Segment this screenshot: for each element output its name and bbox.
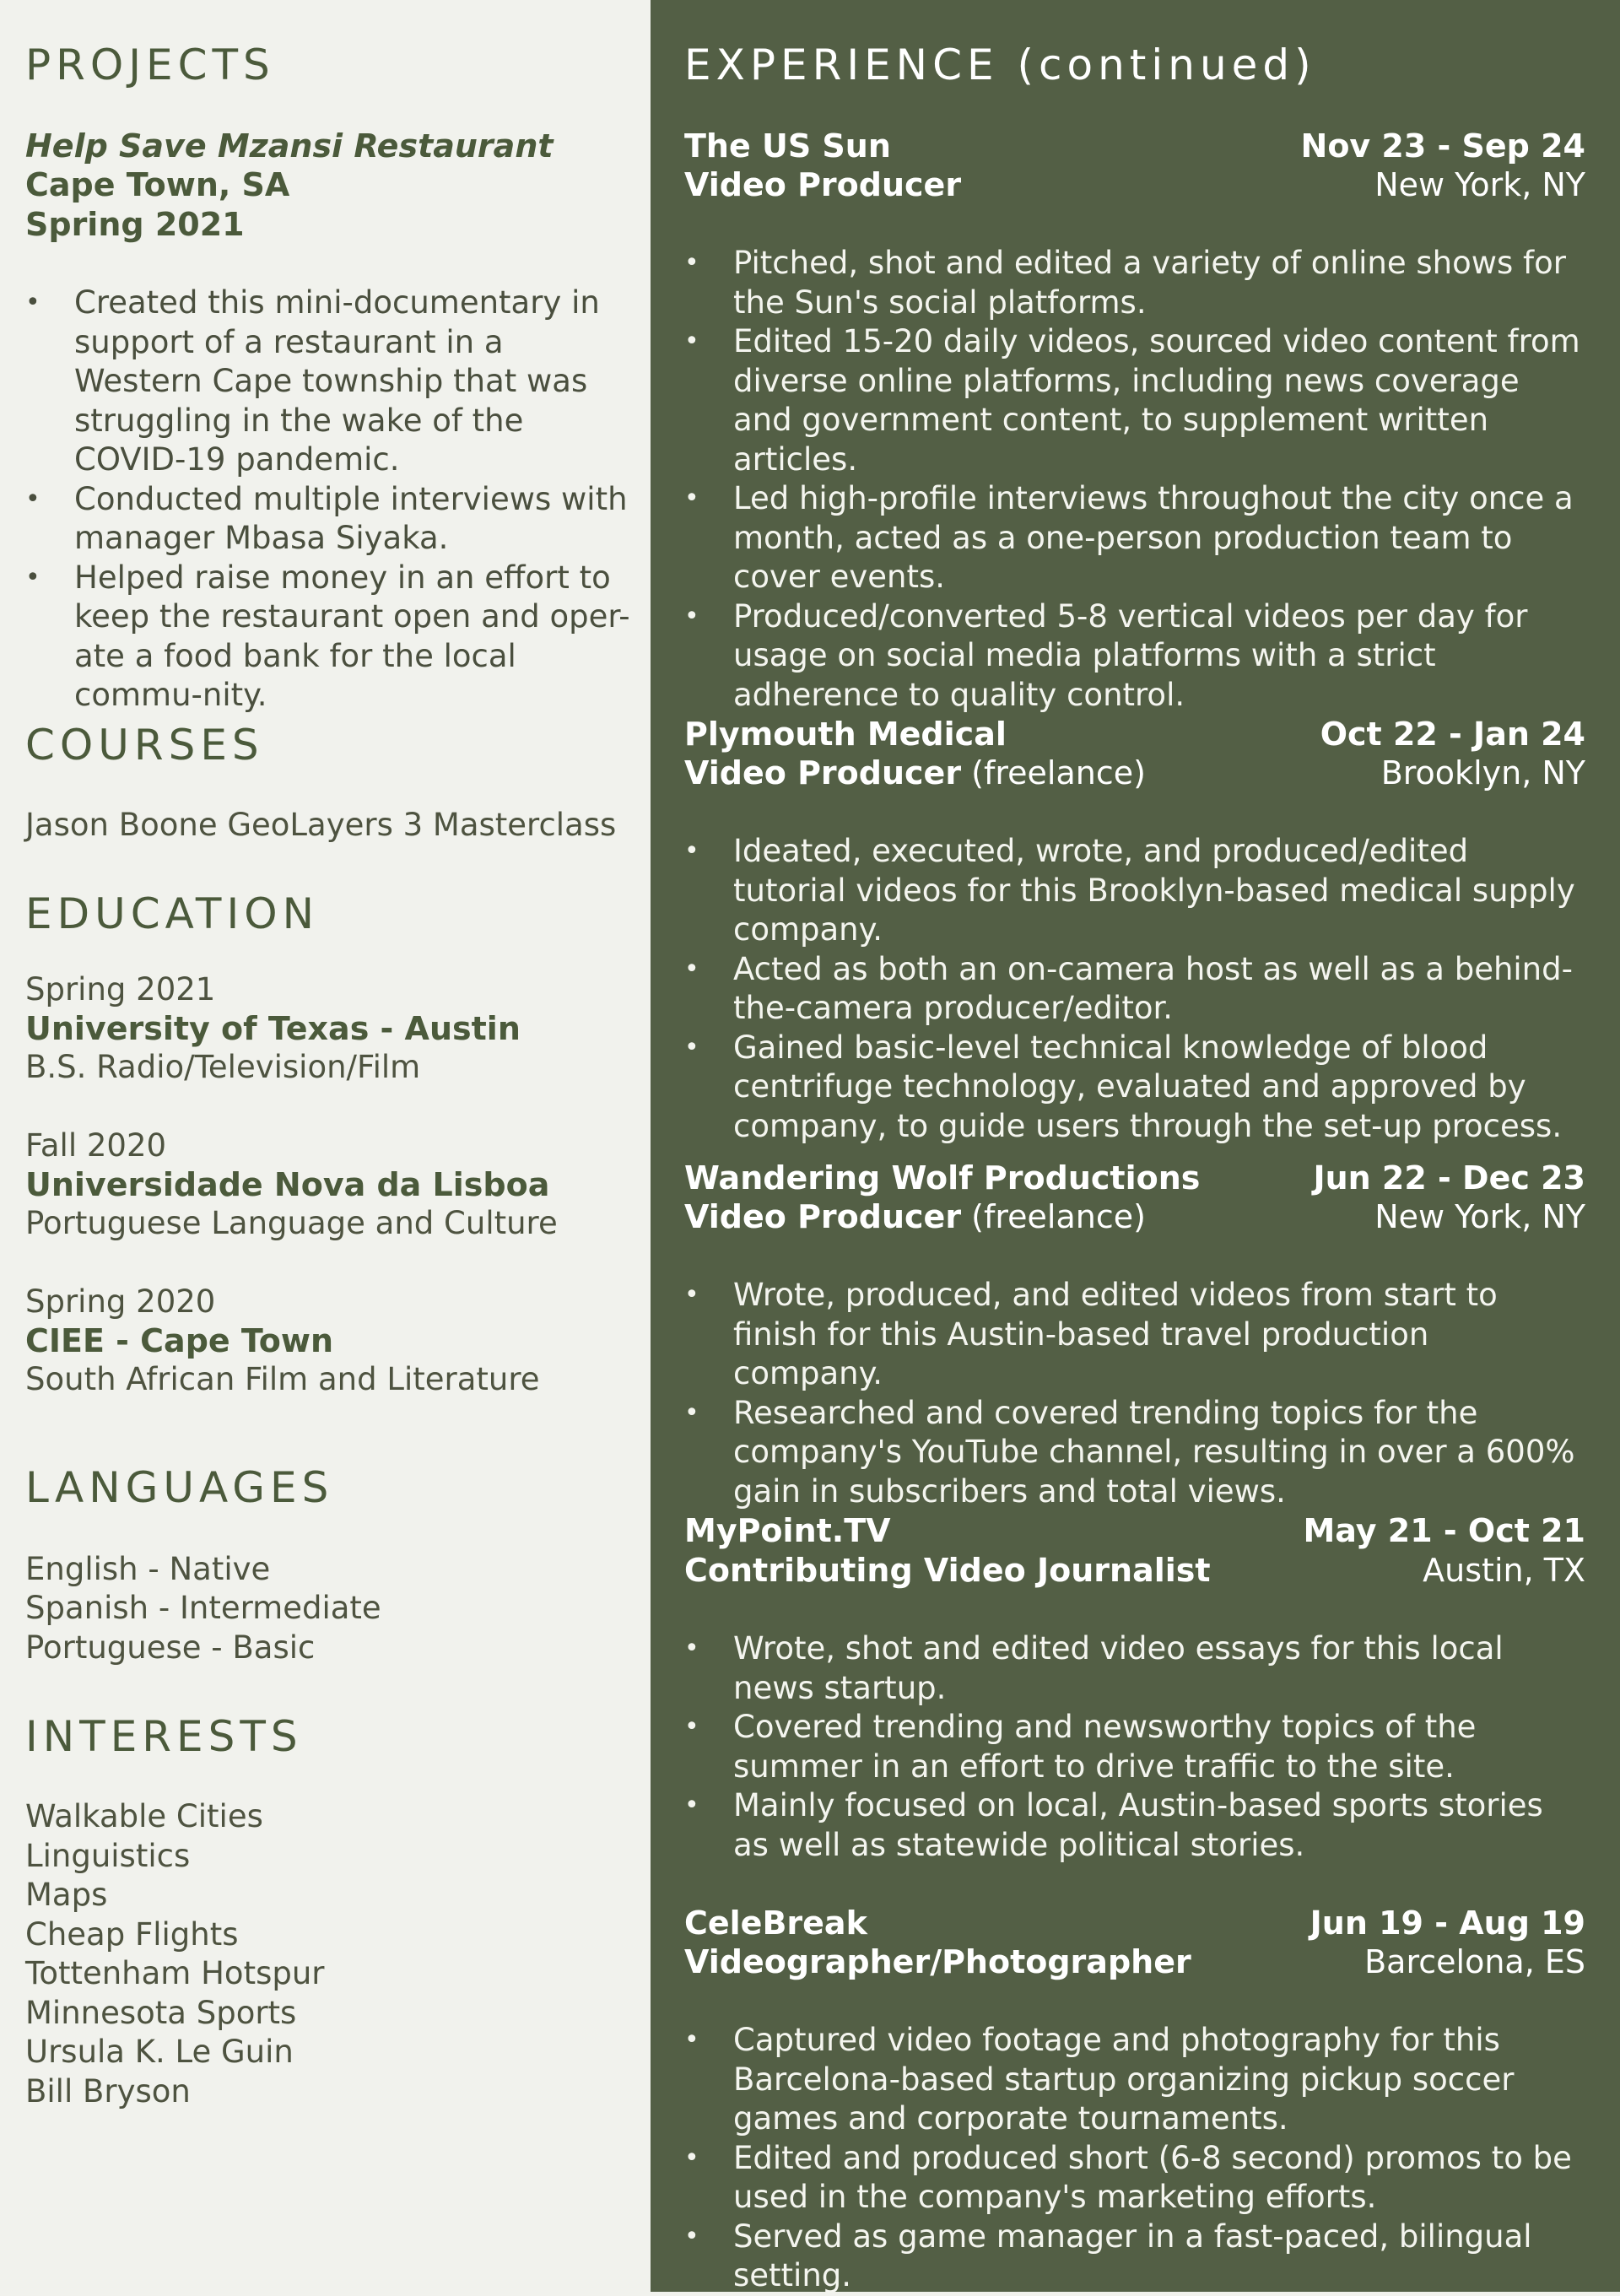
job-company: The US Sun [684,127,891,165]
job-role-note: (freelance) [971,1198,1146,1235]
job-dates: Nov 23 - Sep 24 [1300,127,1585,165]
job-header-row [684,127,1585,166]
experience-heading [684,41,1316,89]
education-school: University of Texas - Austin [25,1010,521,1047]
interest-item: Walkable Cities [25,1798,263,1834]
interest-item: Ursula K. Le Guin [25,2034,294,2070]
job-header-row [684,715,1585,754]
interest-item: Bill Bryson [25,2073,191,2110]
project-bullet: • Created this mini-documentary in support of a restaurant in a Western Cape township that was struggling in the wake of the COVID-19 pandemic. [25,284,633,480]
language-item: Spanish - Intermediate [25,1590,381,1626]
experience-heading-suffix: (continued) [1017,41,1316,89]
job-role: Video Producer [684,1198,962,1235]
job-bullet: • Mainly focused on local, Austin-based sports stories as well as statewide political stories. [684,1786,1585,1865]
job-bullet: • Wrote, shot and edited video essays for this local news startup. [684,1629,1585,1708]
education-program: South African Film and Literature [25,1361,540,1397]
job-subheader-row [684,1197,1585,1237]
job-dates: May 21 - Oct 21 [1303,1512,1585,1549]
language-item: English - Native [25,1551,271,1587]
job-bullets [684,1276,1585,1511]
job-bullet: • Researched and covered trending topics for the company's YouTube channel, resulting in over a 600% gain in subscribers and total views. [684,1394,1585,1512]
project-date: Spring 2021 [25,206,245,243]
job-header-row [684,1511,1585,1551]
job-bullet: • Gained basic-level technical knowledge of blood centrifuge technology, evaluated and approved by company, to guide users through the set-up process. [684,1029,1585,1147]
projects-heading: PROJECTS [25,41,275,89]
job-bullet: • Led high-profile interviews throughout the city once a month, acted as a one-person production team to cover events. [684,479,1585,597]
experience-heading-main: EXPERIENCE [684,41,999,89]
job-role: Video Producer [684,166,962,203]
job-bullet: • Pitched, shot and edited a variety of online shows for the Sun's social platforms. [684,244,1585,322]
job-bullets [684,832,1585,1146]
job-company: MyPoint.TV [684,1512,891,1549]
job-company: CeleBreak [684,1904,867,1942]
interest-item: Cheap Flights [25,1916,239,1953]
project-location: Cape Town, SA [25,166,290,203]
education-school: Universidade Nova da Lisboa [25,1166,550,1203]
project-bullets [25,284,633,716]
job-company: Plymouth Medical [684,716,1007,753]
job-role-note: (freelance) [971,754,1146,791]
interest-item: Minnesota Sports [25,1995,297,2031]
job-bullet: • Wrote, produced, and edited videos from start to finish for this Austin-based travel production company. [684,1276,1585,1394]
job-bullets [684,1629,1585,1865]
job-subheader-row [684,1551,1585,1591]
education-program: Portuguese Language and Culture [25,1205,558,1241]
job-header-row [684,1159,1585,1198]
job-role: Videographer/Photographer [684,1943,1191,1980]
job-bullet: • Produced/converted 5-8 vertical videos per day for usage on social media platforms with a strict adherence to quality control. [684,597,1585,716]
job-bullet: • Edited and produced short (6-8 second) promos to be used in the company's marketing efforts. [684,2139,1585,2218]
education-heading: EDUCATION [25,889,319,938]
job-location: New York, NY [1374,166,1585,203]
interests-heading: INTERESTS [25,1712,303,1761]
job-subheader-row [684,754,1585,793]
courses-heading: COURSES [25,721,264,770]
right-column [651,0,1620,2292]
job-role: Contributing Video Journalist [684,1552,1211,1589]
education-date: Fall 2020 [25,1127,167,1164]
languages-heading: LANGUAGES [25,1463,334,1512]
job-role: Video Producer [684,754,962,791]
job-location: New York, NY [1374,1198,1585,1235]
education-program: B.S. Radio/Television/Film [25,1049,421,1085]
job-bullet: • Edited 15-20 daily videos, sourced video content from diverse online platforms, including news coverage and government content, to supplement written articles. [684,322,1585,479]
education-date: Spring 2020 [25,1283,216,1320]
job-subheader-row [684,1942,1585,1982]
job-bullet: • Served as game manager in a fast-paced, bilingual setting. [684,2218,1585,2296]
language-item: Portuguese - Basic [25,1629,316,1666]
job-header-row [684,1904,1585,1943]
job-dates: Oct 22 - Jan 24 [1320,716,1585,753]
project-bullet: • Helped raise money in an effort to keep the restaurant open and oper-ate a food bank for the local commu-nity. [25,559,633,716]
education-date: Spring 2021 [25,971,216,1008]
project-bullet: • Conducted multiple interviews with manager Mbasa Siyaka. [25,480,633,559]
interest-item: Maps [25,1877,108,1913]
job-bullets [684,2021,1585,2296]
job-location: Barcelona, ES [1364,1943,1585,1980]
job-dates: Jun 22 - Dec 23 [1313,1159,1585,1197]
job-bullet: • Captured video footage and photography for this Barcelona-based startup organizing pickup soccer games and corporate tournaments. [684,2021,1585,2139]
job-bullet: • Acted as both an on-camera host as well as a behind-the-camera producer/editor. [684,950,1585,1029]
left-column [0,0,651,2292]
job-bullets [684,244,1585,715]
job-bullet: • Covered trending and newsworthy topics of the summer in an effort to drive traffic to the site. [684,1708,1585,1786]
job-dates: Jun 19 - Aug 19 [1310,1904,1585,1942]
job-company: Wandering Wolf Productions [684,1159,1201,1197]
education-school: CIEE - Cape Town [25,1322,334,1359]
job-subheader-row [684,165,1585,205]
interest-item: Linguistics [25,1838,191,1874]
job-bullet: • Ideated, executed, wrote, and produced/edited tutorial videos for this Brooklyn-based medical supply company. [684,832,1585,950]
course-item: Jason Boone GeoLayers 3 Masterclass [25,807,617,843]
job-location: Austin, TX [1423,1552,1585,1589]
job-location: Brooklyn, NY [1380,754,1585,791]
project-title: Help Save Mzansi Restaurant [25,127,554,165]
interest-item: Tottenham Hotspur [25,1955,325,1991]
